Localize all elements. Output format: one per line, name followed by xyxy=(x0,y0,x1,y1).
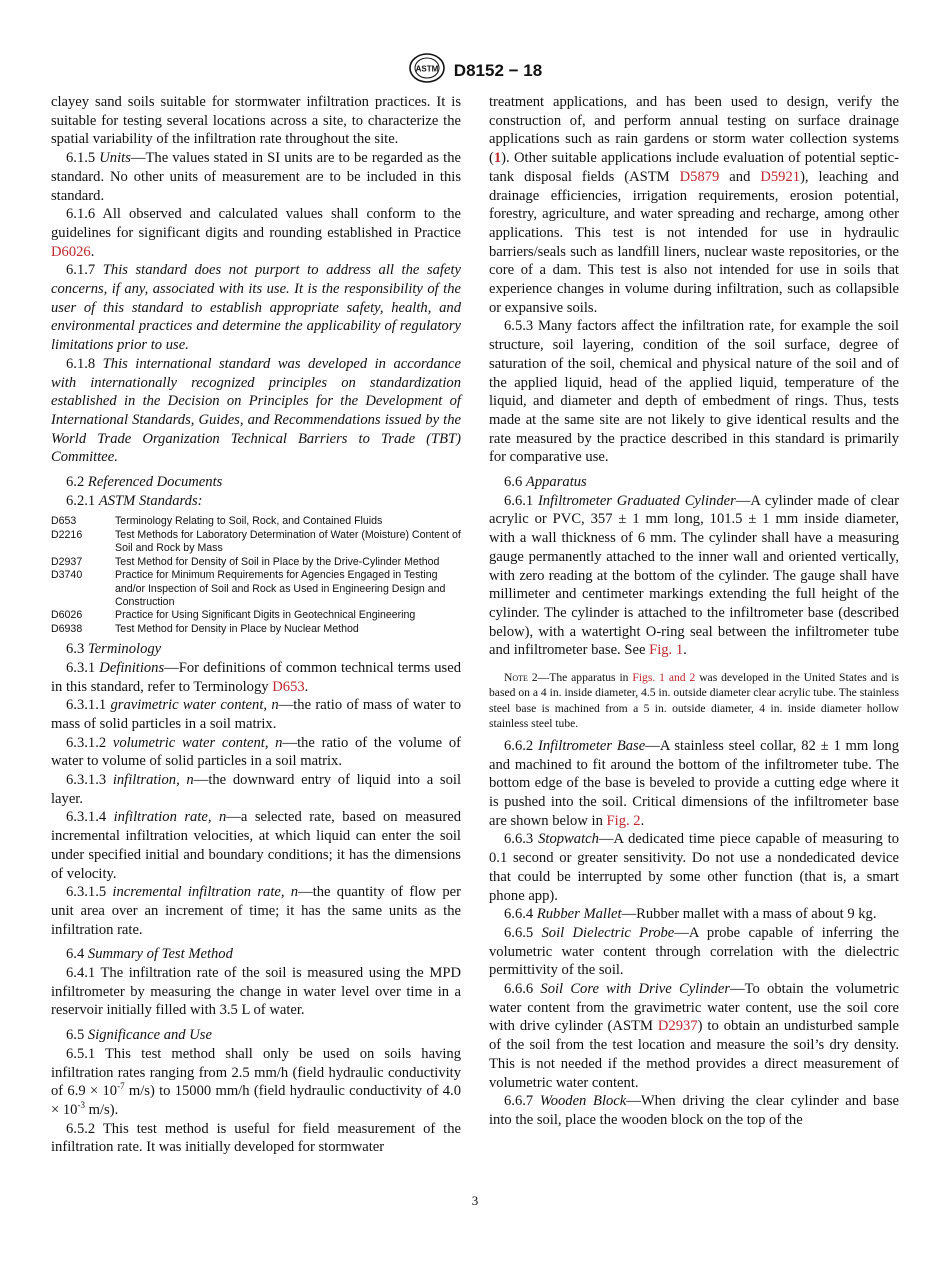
paragraph-6-5-2-continued: treatment applications, and has been used to design, verify the construction of, and perform annual testing on surface drainage applications such as rain gardens or storm water collection systems (1). Other suitable applications include evaluation of potential septic-tank disposal fields (ASTM D5879 and D5921), leaching and drainage efficiencies, irrigation requirements, erosion potential, forestry, agriculture, and water spreading and recharge, among other applications. This test is not intended for use in hydraulic barriers/seals such as landfill liners, nuclear waste repositories, or the core of a dam. This test is also not intended for use in soils that experience changes in volume during infiltration, such as collapsible or expansive soils. xyxy=(489,94,899,316)
heading-6-5: 6.5 Significance and Use xyxy=(66,1027,212,1044)
ref-title: Terminology Relating to Soil, Rock, and Contained Fluids xyxy=(115,515,383,528)
section-6-1-6: 6.1.6 All observed and calculated values shall conform to the guidelines for significant digits and rounding established in Practice D6026. xyxy=(51,206,461,260)
ref-code[interactable]: D2216 xyxy=(51,528,83,541)
section-6-3-1-3: 6.3.1.3 infiltration, n—the downward entry of liquid into a soil layer. xyxy=(51,772,462,807)
heading-6-2: 6.2 Referenced Documents xyxy=(66,474,223,491)
ref-row xyxy=(51,609,461,622)
section-6-3-1-2: 6.3.1.2 volumetric water content, n—the ratio of the volume of water to volume of solid particles in a soil matrix. xyxy=(51,734,462,770)
ref-code[interactable]: D6938 xyxy=(51,622,83,635)
link-d6026[interactable]: D6026 xyxy=(51,243,91,260)
left-column xyxy=(51,93,461,1157)
section-6-3-1-5: 6.3.1.5 incremental infiltration rate, n—the quantity of flow per unit area over an increment of time; it has the same units as the infiltration rate. xyxy=(51,884,461,938)
ref-row xyxy=(51,515,461,528)
ref-title: Test Method for Density in Place by Nuclear Method xyxy=(115,622,359,635)
page-header xyxy=(0,52,950,89)
section-6-1-7: 6.1.7 This standard does not purport to address all the safety concerns, if any, associated with its use. It is the responsibility of the user of this standard to establish appropriate safety, health, and environmental practices and determine the applicability of regulatory limitations prior to use. xyxy=(51,262,461,354)
link-fig-1[interactable]: Fig. 1 xyxy=(649,642,684,659)
ref-code[interactable]: D2937 xyxy=(51,555,83,568)
ref-row xyxy=(51,569,461,609)
note-2: Note 2—The apparatus in Figs. 1 and 2 was developed in the United States and is based on a 4 in. inside diameter, 4.5 in. outside diameter clear acrylic tube. The stainless steel base is machined from a 5 in. outside diameter, 4 in. inside diameter hollow stainless steel tube. xyxy=(489,671,900,730)
link-fig-2[interactable]: Fig. 2 xyxy=(606,812,641,829)
astm-logo xyxy=(408,52,446,89)
section-6-5-3: 6.5.3 Many factors affect the infiltration rate, for example the soil structure, soil layering, condition of the soil surface, degree of saturation of the soil, chemical and physical nature of the soil and of the applied liquid, head of the applied liquid, temperature of the liquid, and diameter and depth of embedment of rings. Thus, tests made at the same site are not likely to give identical results and the rate measured by the practice described in this standard is primarily for comparative use. xyxy=(489,318,899,466)
right-column xyxy=(489,93,899,1130)
heading-6-2-1: 6.2.1 ASTM Standards: xyxy=(66,492,203,509)
link-d5921[interactable]: D5921 xyxy=(760,168,801,185)
section-6-6-6: 6.6.6 Soil Core with Drive Cylinder—To obtain the volumetric water content from the gravimetric water content, use the soil core with drive cylinder (ASTM D2937) to obtain an undisturbed sample of the soil from the test location and measure the soil’s dry density. This is not needed if the method provides a direct measurement of volumetric water content. xyxy=(489,981,899,1091)
section-6-5-1: 6.5.1 This test method shall only be used on soils having infiltration rates ranging from 2.5 mm/h (field hydraulic conductivity of $6.9 \times 10^{-7}$ m/s) to 15000 mm/h (field hydraulic conductivity of $4.0 \times 10^{-3}$ m/s). xyxy=(51,1045,462,1118)
section-6-6-1: 6.6.1 Infiltrometer Graduated Cylinder—A cylinder made of clear acrylic or PVC, 357 ± 1 mm long, 101.5 ± 1 mm inside diameter, with a wall thickness of 6 mm. The cylinder shall have a measuring gauge permanently attached to the inner wall and oriented vertically, with zero reading at the bottom of the cylinder. The gauge shall have millimeter and centimeter markings extending the full height of the cylinder. The cylinder is attached to the infiltrometer base (described below), with a watertight O-ring seal between the infiltrometer tube and infiltrometer base. See Fig. 1. xyxy=(489,492,900,659)
section-6-6-5: 6.6.5 Soil Dielectric Probe—A probe capable of inferring the volumetric water content through correlation with the dielectric permittivity of the soil. xyxy=(489,924,899,979)
section-6-3-1: 6.3.1 Definitions—For definitions of common technical terms used in this standard, refer to Terminology D653. xyxy=(51,659,462,695)
link-d653[interactable]: D653 xyxy=(272,678,305,695)
ref-code[interactable]: D6026 xyxy=(51,609,83,622)
section-6-6-2: 6.6.2 Infiltrometer Base—A stainless steel collar, 82 ± 1 mm long and machined to fit around the bottom of the infiltrometer tube. The bottom edge of the base is beveled to provide a cutting edge where it is pushed into the soil. Critical dimensions of the infiltrometer base are shown below in Fig. 2. xyxy=(489,737,900,829)
section-6-6-7: 6.6.7 Wooden Block—When driving the clear cylinder and base into the soil, place the wooden block on the top of the xyxy=(489,1093,899,1128)
section-6-1-5: 6.1.5 Units—The values stated in SI units are to be regarded as the standard. No other units of measurement are to be included in this standard. xyxy=(51,150,461,204)
reference-1-link[interactable]: 1 xyxy=(493,150,502,167)
ref-row xyxy=(51,623,461,636)
section-6-5-2: 6.5.2 This test method is useful for field measurement of the infiltration rate. It was initially developed for stormwater xyxy=(51,1120,461,1156)
referenced-standards-list xyxy=(51,515,461,636)
ref-row xyxy=(51,529,461,556)
heading-6-6: 6.6 Apparatus xyxy=(504,474,587,491)
section-6-1-8: 6.1.8 This international standard was developed in accordance with internationally recognized principles on standardization established in the Decision on Principles for the Development of International Standards, Guides, and Recommendations issued by the World Trade Organization Technical Barriers to Trade (TBT) Committee. xyxy=(51,355,461,466)
section-6-6-3: 6.6.3 Stopwatch—A dedicated time piece capable of measuring to 0.1 second or greater sensitivity. Do not use a nondedicated device that could be interrupted by some other function (that is, a smart phone app). xyxy=(489,831,899,904)
ref-title: Practice for Using Significant Digits in Geotechnical Engineering xyxy=(115,609,416,622)
ref-code[interactable]: D653 xyxy=(51,515,77,528)
link-d5879[interactable]: D5879 xyxy=(679,168,720,185)
section-6-3-1-4: 6.3.1.4 infiltration rate, n—a selected rate, based on measured incremental infiltration velocities, at which liquid can enter the soil under specified initial and boundary conditions; it has the dimensions of velocity. xyxy=(51,809,461,882)
link-figs-1-2[interactable]: Figs. 1 and 2 xyxy=(632,671,696,685)
paragraph-intro: clayey sand soils suitable for stormwater infiltration practices. It is suitable for testing several locations across a site, to characterize the spatial variability of the infiltration rate throughout the site. xyxy=(51,94,461,148)
page-number: 3 xyxy=(471,1193,479,1208)
ref-title: Practice for Minimum Requirements for Agencies Engaged in Testing and/or Inspection of Soil and Rock as Used in Engineering Design and Construction xyxy=(115,569,446,608)
ref-row xyxy=(51,556,461,569)
section-6-6-4: 6.6.4 Rubber Mallet—Rubber mallet with a mass of about 9 kg. xyxy=(504,906,877,923)
ref-code[interactable]: D3740 xyxy=(51,569,83,582)
heading-6-4: 6.4 Summary of Test Method xyxy=(66,946,233,963)
section-6-3-1-1: 6.3.1.1 gravimetric water content, n—the ratio of mass of water to mass of solid particles in a soil matrix. xyxy=(51,697,461,732)
link-d2937[interactable]: D2937 xyxy=(657,1018,698,1035)
heading-6-3: 6.3 Terminology xyxy=(66,641,162,658)
ref-title: Test Method for Density of Soil in Place by the Drive-Cylinder Method xyxy=(115,555,440,568)
section-6-4-1: 6.4.1 The infiltration rate of the soil is measured using the MPD infiltrometer by measuring the change in water level over time in a reservoir initially filled with 3.5 L of water. xyxy=(51,965,461,1019)
ref-title: Test Methods for Laboratory Determination of Water (Moisture) Content of Soil and Rock by Mass xyxy=(115,528,461,555)
document-number: D8152 − 18 xyxy=(453,60,543,80)
svg-text:ASTM: ASTM xyxy=(415,64,439,74)
